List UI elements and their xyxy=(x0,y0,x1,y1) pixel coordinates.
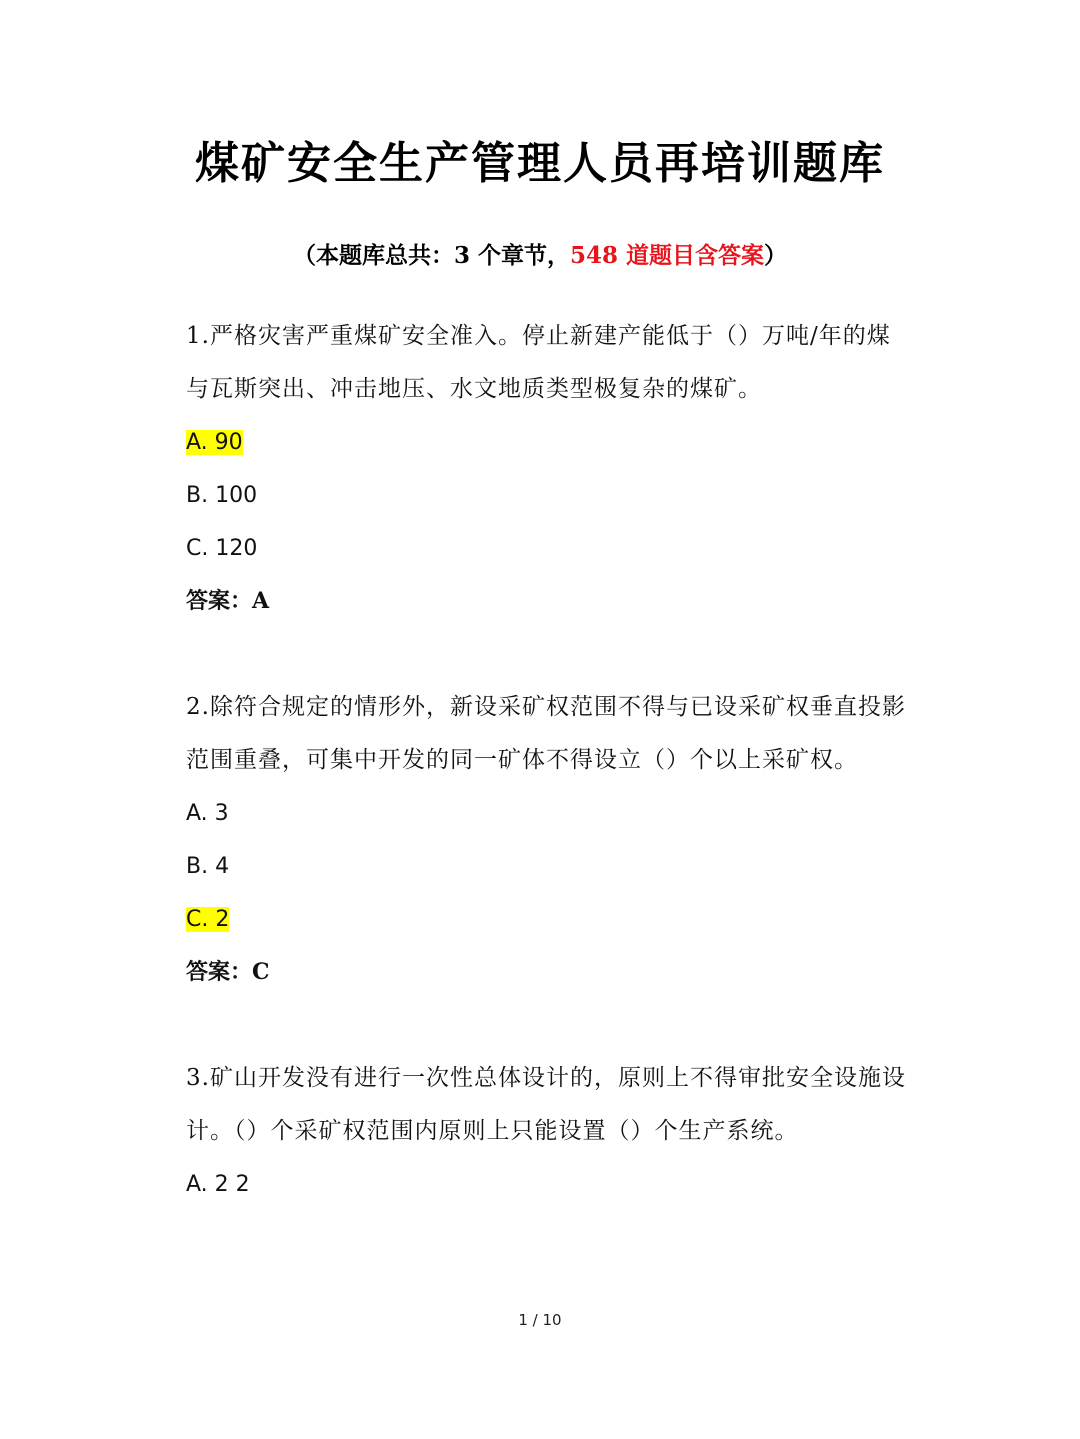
document-subtitle xyxy=(0,238,1080,274)
option-b xyxy=(186,840,906,893)
spacer xyxy=(186,628,906,681)
spacer xyxy=(186,999,906,1052)
option-label: A. 3 xyxy=(186,801,229,826)
option-c xyxy=(186,893,906,946)
option-c xyxy=(186,522,906,575)
subtitle-highlight: 548 道题目含答案 xyxy=(569,242,765,269)
answer-line: 答案：A xyxy=(186,588,270,614)
question-text: 3.矿山开发没有进行一次性总体设计的，原则上不得审批安全设施设计。（）个采矿权范围内原则上只能设置（）个生产系统。 xyxy=(186,1065,906,1144)
option-a xyxy=(186,416,906,469)
option-b xyxy=(186,469,906,522)
option-a xyxy=(186,1158,906,1211)
question-list xyxy=(186,310,906,1211)
answer-line: 答案：C xyxy=(186,959,270,985)
option-label: B. 4 xyxy=(186,854,230,879)
subtitle-suffix: ） xyxy=(764,242,788,269)
option-label: B. 100 xyxy=(186,483,258,508)
option-a xyxy=(186,787,906,840)
document-title: 煤矿安全生产管理人员再培训题库 xyxy=(195,138,885,189)
option-label: C. 2 xyxy=(186,907,230,932)
subtitle-prefix: （本题库总共：3 个章节， xyxy=(292,242,570,269)
option-label: A. 90 xyxy=(186,430,243,455)
question-1 xyxy=(186,310,906,628)
option-label: C. 120 xyxy=(186,536,258,561)
option-label: A. 2 2 xyxy=(186,1172,250,1197)
page-indicator: 1 / 10 xyxy=(518,1311,562,1329)
question-3 xyxy=(186,1052,906,1211)
question-text: 1.严格灾害严重煤矿安全准入。停止新建产能低于（）万吨/年的煤与瓦斯突出、冲击地压、水文地质类型极复杂的煤矿。 xyxy=(186,323,891,402)
question-text: 2.除符合规定的情形外，新设采矿权范围不得与已设采矿权垂直投影范围重叠，可集中开发的同一矿体不得设立（）个以上采矿权。 xyxy=(186,694,906,773)
question-2 xyxy=(186,681,906,999)
